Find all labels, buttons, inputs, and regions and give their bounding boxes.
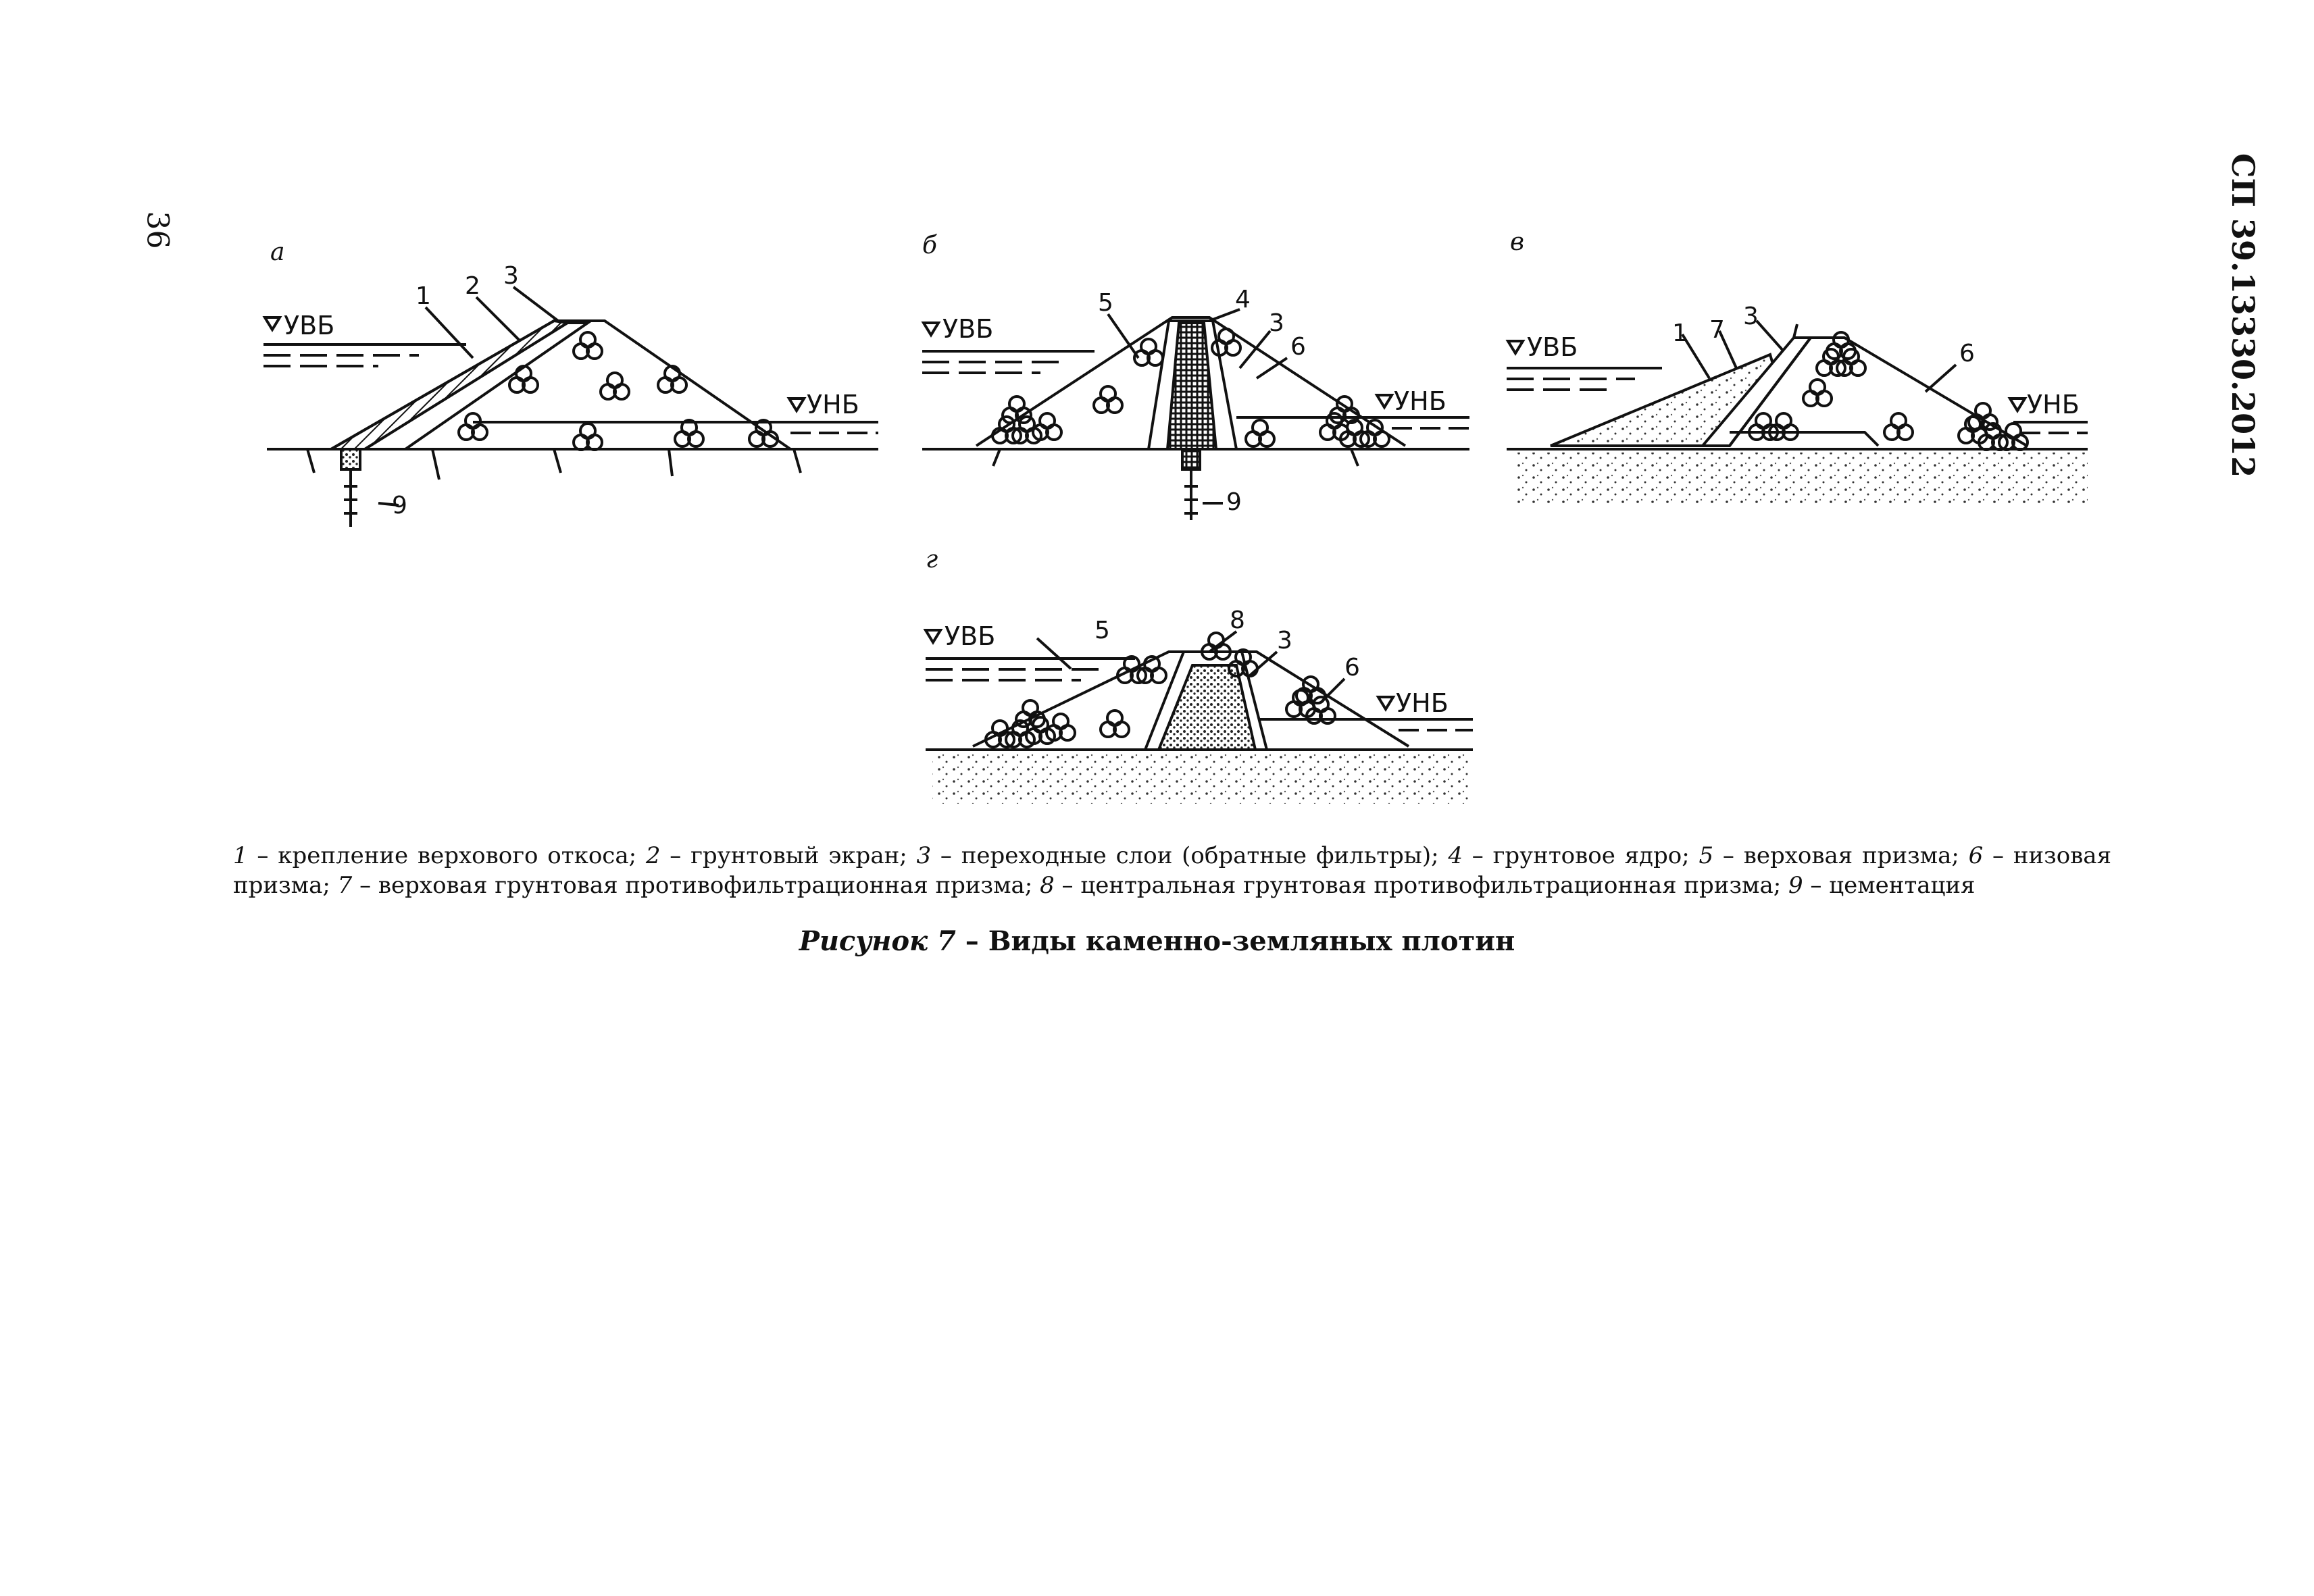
- panel-g-letter: г: [926, 546, 938, 573]
- legend-text: – верховая грунтовая противофильтрационная призма;: [352, 872, 1040, 899]
- figure-title-text: Виды каменно-земляных плотин: [988, 925, 1515, 957]
- legend-number: 6: [1968, 842, 1984, 869]
- panel-a-label-3: 3: [503, 262, 519, 290]
- panel-b-label-9: 9: [1226, 488, 1242, 516]
- legend-number: 2: [645, 842, 661, 869]
- legend-text: – грунтовый экран;: [660, 842, 917, 869]
- panel-v-downstream-label: УНБ: [2027, 390, 2080, 419]
- panel-a-upstream-label: УВБ: [284, 311, 335, 340]
- document-code: СП 39.13330.2012: [2225, 153, 2262, 478]
- panel-g-upstream-label: УВБ: [945, 621, 996, 651]
- legend-text: – переходные слои (обратные фильтры);: [931, 842, 1449, 869]
- panel-a-label-9: 9: [392, 492, 407, 519]
- panel-b-label-5: 5: [1098, 289, 1113, 317]
- panel-g-label-6: 6: [1344, 654, 1360, 681]
- panel-g-label-8: 8: [1230, 607, 1245, 634]
- figure-title: Рисунок 7 – Виды каменно-земляных плотин: [799, 925, 1515, 957]
- panel-a: [263, 287, 878, 527]
- panel-v-letter: в: [1510, 228, 1524, 256]
- legend-number: 9: [1788, 872, 1803, 899]
- panel-a-downstream-label: УНБ: [807, 390, 859, 419]
- legend-text: – центральная грунтовая противофильтрационная призма;: [1054, 872, 1788, 899]
- legend-number: 4: [1448, 842, 1463, 869]
- panel-a-letter: а: [270, 238, 285, 266]
- panel-v-label-3: 3: [1743, 303, 1759, 330]
- panel-g-downstream-label: УНБ: [1396, 688, 1449, 718]
- legend-text: – крепление верхового откоса;: [247, 842, 646, 869]
- panel-b-label-6: 6: [1290, 333, 1306, 361]
- panel-b-label-3: 3: [1269, 309, 1284, 337]
- legend-number: 1: [233, 842, 248, 869]
- page-number: 36: [140, 211, 175, 249]
- legend-number: 8: [1040, 872, 1055, 899]
- panel-b-label-4: 4: [1235, 286, 1251, 313]
- panel-v-label-1: 1: [1672, 319, 1688, 347]
- panel-a-label-2: 2: [465, 272, 480, 300]
- figure-label: Рисунок 7: [799, 925, 956, 957]
- figure-legend: [233, 841, 2111, 900]
- legend-number: 3: [916, 842, 932, 869]
- legend-text: – грунтовое ядро;: [1463, 842, 1699, 869]
- legend-text: – цементация: [1803, 872, 1976, 899]
- legend-text: – верховая призма;: [1713, 842, 1969, 869]
- legend-number: 5: [1699, 842, 1714, 869]
- panel-g-foundation: [932, 753, 1473, 804]
- panel-b: [922, 309, 1469, 520]
- panel-v-upstream-label: УВБ: [1527, 332, 1578, 362]
- panel-b-downstream-label: УНБ: [1394, 386, 1447, 416]
- panel-g-label-3: 3: [1277, 627, 1292, 654]
- panel-a-label-1: 1: [416, 282, 431, 310]
- panel-g-label-5: 5: [1095, 617, 1110, 644]
- panel-b-upstream-label: УВБ: [942, 314, 994, 344]
- panel-v-label-7: 7: [1709, 316, 1725, 344]
- panel-v-label-6: 6: [1959, 340, 1975, 367]
- legend-text: – низовая призма;: [233, 842, 2112, 899]
- legend-number: 7: [337, 872, 353, 899]
- panel-v-foundation: [1513, 453, 2088, 503]
- panel-b-letter: б: [922, 232, 937, 259]
